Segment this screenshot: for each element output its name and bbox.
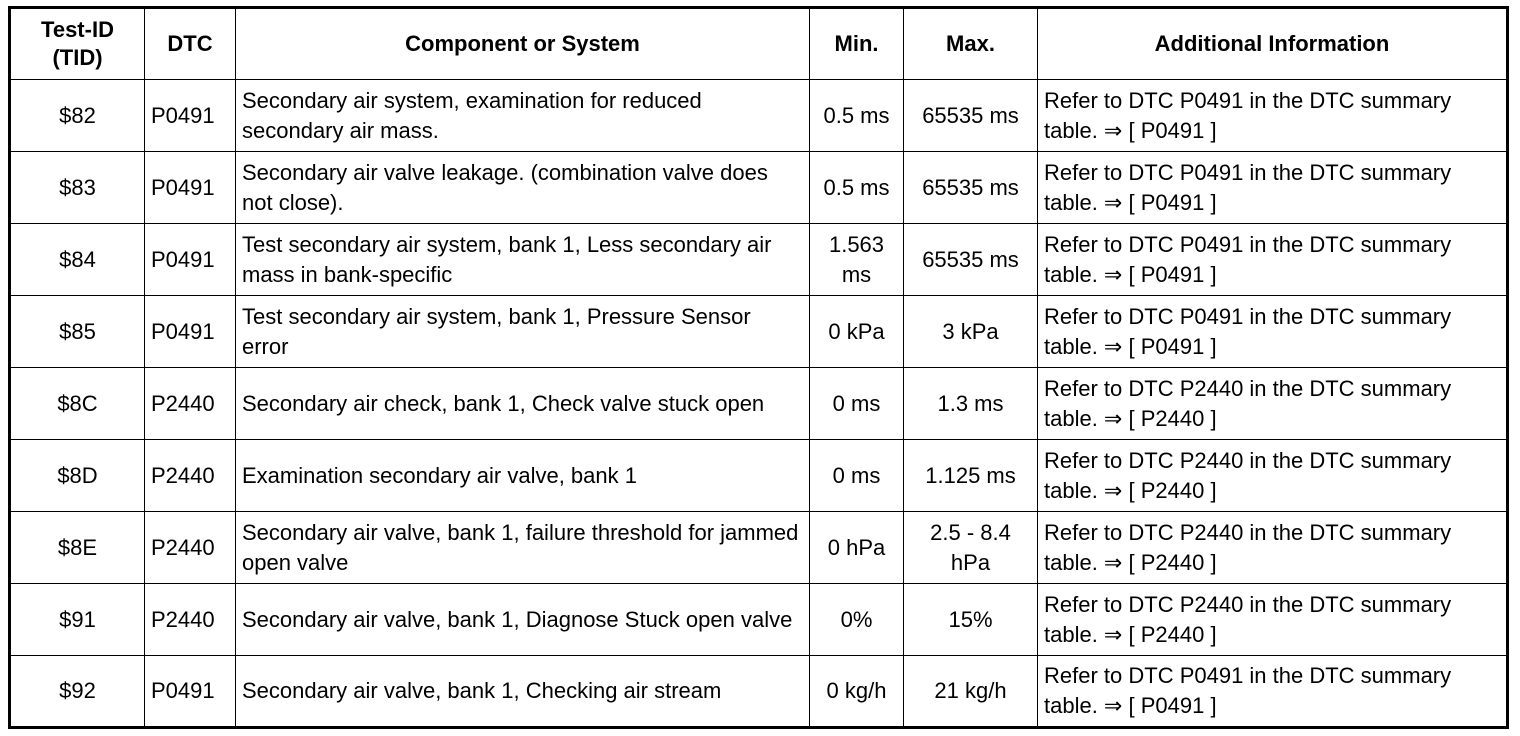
cell-dtc: P2440 [145,368,236,440]
cell-max: 65535 ms [904,224,1038,296]
cell-component: Test secondary air system, bank 1, Less secondary air mass in bank-specific [236,224,810,296]
cell-tid: $85 [10,296,145,368]
cell-min: 0% [810,584,904,656]
dtc-reference-link[interactable]: P2440 [1140,405,1205,431]
info-text: Refer to DTC P2440 in the DTC summary table. ⇒ [ [1044,447,1452,503]
cell-min: 1.563 ms [810,224,904,296]
info-bracket-close: ] [1210,621,1217,647]
cell-min: 0.5 ms [810,80,904,152]
cell-max: 21 kg/h [904,656,1038,728]
dtc-reference-link[interactable]: P2440 [1140,477,1205,503]
cell-dtc: P0491 [145,224,236,296]
cell-component: Secondary air valve, bank 1, failure threshold for jammed open valve [236,512,810,584]
info-text: Refer to DTC P0491 in the DTC summary table. ⇒ [ [1044,663,1452,718]
info-text: Refer to DTC P0491 in the DTC summary table. ⇒ [ [1044,303,1452,359]
dtc-reference-link[interactable]: P0491 [1140,189,1205,215]
table-row [10,584,1508,656]
cell-min: 0 hPa [810,512,904,584]
cell-component: Test secondary air system, bank 1, Pressure Sensor error [236,296,810,368]
cell-additional-info [1038,440,1508,512]
cell-min: 0 kPa [810,296,904,368]
cell-additional-info [1038,224,1508,296]
cell-tid: $8E [10,512,145,584]
cell-additional-info [1038,296,1508,368]
test-id-table [8,6,1509,729]
cell-component: Secondary air valve, bank 1, Checking air stream [236,656,810,728]
cell-tid: $83 [10,152,145,224]
dtc-reference-link[interactable]: P2440 [1140,549,1205,575]
cell-tid: $91 [10,584,145,656]
cell-component: Secondary air check, bank 1, Check valve stuck open [236,368,810,440]
cell-tid: $8C [10,368,145,440]
table-header-row [10,8,1508,80]
info-text: Refer to DTC P2440 in the DTC summary table. ⇒ [ [1044,591,1452,647]
cell-max: 1.125 ms [904,440,1038,512]
header-dtc: DTC [145,8,236,80]
table-row [10,80,1508,152]
cell-component: Examination secondary air valve, bank 1 [236,440,810,512]
dtc-reference-link[interactable]: P0491 [1140,333,1205,359]
info-bracket-close: ] [1210,405,1217,431]
cell-max: 2.5 - 8.4 hPa [904,512,1038,584]
cell-dtc: P2440 [145,584,236,656]
table-row [10,656,1508,728]
cell-dtc: P0491 [145,80,236,152]
cell-tid: $82 [10,80,145,152]
dtc-reference-link[interactable]: P0491 [1140,261,1205,287]
table-row [10,296,1508,368]
header-min: Min. [810,8,904,80]
cell-tid: $84 [10,224,145,296]
cell-tid: $92 [10,656,145,728]
dtc-reference-link[interactable]: P0491 [1140,693,1205,718]
info-bracket-close: ] [1210,261,1217,287]
cell-max: 3 kPa [904,296,1038,368]
cell-dtc: P0491 [145,296,236,368]
info-bracket-close: ] [1210,549,1217,575]
header-tid: Test-ID (TID) [10,8,145,80]
cell-component: Secondary air valve leakage. (combination valve does not close). [236,152,810,224]
info-text: Refer to DTC P2440 in the DTC summary table. ⇒ [ [1044,519,1452,575]
cell-max: 1.3 ms [904,368,1038,440]
dtc-reference-link[interactable]: P2440 [1140,621,1205,647]
cell-min: 0 ms [810,440,904,512]
header-info: Additional Information [1038,8,1508,80]
info-bracket-close: ] [1210,117,1217,143]
cell-additional-info [1038,584,1508,656]
cell-max: 15% [904,584,1038,656]
cell-dtc: P0491 [145,656,236,728]
cell-component: Secondary air system, examination for reduced secondary air mass. [236,80,810,152]
info-bracket-close: ] [1210,333,1217,359]
header-component: Component or System [236,8,810,80]
cell-additional-info [1038,80,1508,152]
cell-component: Secondary air valve, bank 1, Diagnose Stuck open valve [236,584,810,656]
table-row [10,512,1508,584]
info-text: Refer to DTC P0491 in the DTC summary table. ⇒ [ [1044,159,1452,215]
info-text: Refer to DTC P0491 in the DTC summary table. ⇒ [ [1044,231,1452,287]
cell-dtc: P2440 [145,440,236,512]
cell-dtc: P0491 [145,152,236,224]
cell-max: 65535 ms [904,80,1038,152]
cell-additional-info [1038,152,1508,224]
info-text: Refer to DTC P2440 in the DTC summary table. ⇒ [ [1044,375,1452,431]
cell-min: 0 ms [810,368,904,440]
header-max: Max. [904,8,1038,80]
cell-additional-info [1038,368,1508,440]
info-bracket-close: ] [1210,477,1217,503]
info-bracket-close: ] [1210,189,1217,215]
info-bracket-close: ] [1210,693,1217,718]
table-body [10,80,1508,728]
dtc-reference-link[interactable]: P0491 [1140,117,1205,143]
cell-additional-info [1038,656,1508,728]
cell-min: 0 kg/h [810,656,904,728]
cell-min: 0.5 ms [810,152,904,224]
cell-dtc: P2440 [145,512,236,584]
table-row [10,152,1508,224]
table-row [10,368,1508,440]
cell-tid: $8D [10,440,145,512]
table-row [10,440,1508,512]
cell-additional-info [1038,512,1508,584]
table-row [10,224,1508,296]
info-text: Refer to DTC P0491 in the DTC summary table. ⇒ [ [1044,87,1452,143]
cell-max: 65535 ms [904,152,1038,224]
